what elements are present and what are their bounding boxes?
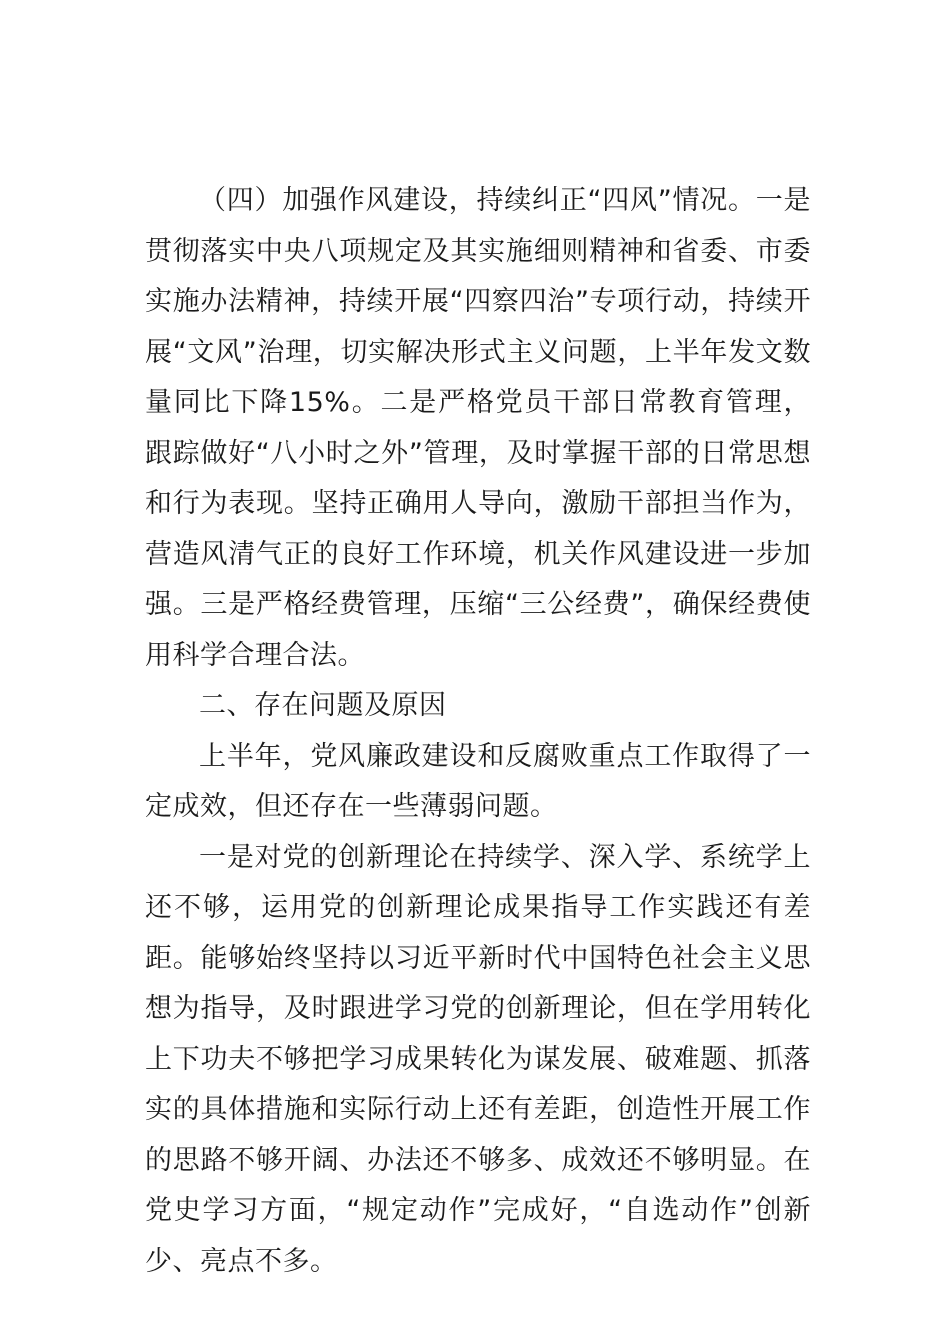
paragraph-problem-one: 一是对党的创新理论在持续学、深入学、系统学上还不够，运用党的创新理论成果指导工作实践还有差距。能够始终坚持以习近平新时代中国特色社会主义思想为指导，及时跟进学习党的创新理论，但在学用转化上下功夫不够把学习成果转化为谋发展、破难题、抓落实的具体措施和实际行动上还有差距，创造性开展工作的思路不够开阔、办法还不够多、成效还不够明显。在党史学习方面，“规定动作”完成好，“自选动作”创新少、亮点不多。	[145, 841, 811, 1277]
section-heading-problems: 二、存在问题及原因	[199, 690, 447, 721]
paragraph-summary: 上半年，党风廉政建设和反腐败重点工作取得了一定成效，但还存在一些薄弱问题。	[145, 740, 811, 822]
paragraph-work-style: （四）加强作风建设，持续纠正“四风”情况。一是贯彻落实中央八项规定及其实施细则精神和省委、市委实施办法精神，持续开展“四察四治”专项行动，持续开展“文风”治理，切实解决形式主义问题，上半年发文数量同比下降15%。二是严格党员干部日常教育管理，跟踪做好“八小时之外”管理，及时掌握干部的日常思想和行为表现。坚持正确用人导向，激励干部担当作为，营造风清气正的良好工作环境，机关作风建设进一步加强。三是严格经费管理，压缩“三公经费”，确保经费使用科学合理合法。	[145, 185, 811, 671]
document-body	[145, 176, 811, 1287]
